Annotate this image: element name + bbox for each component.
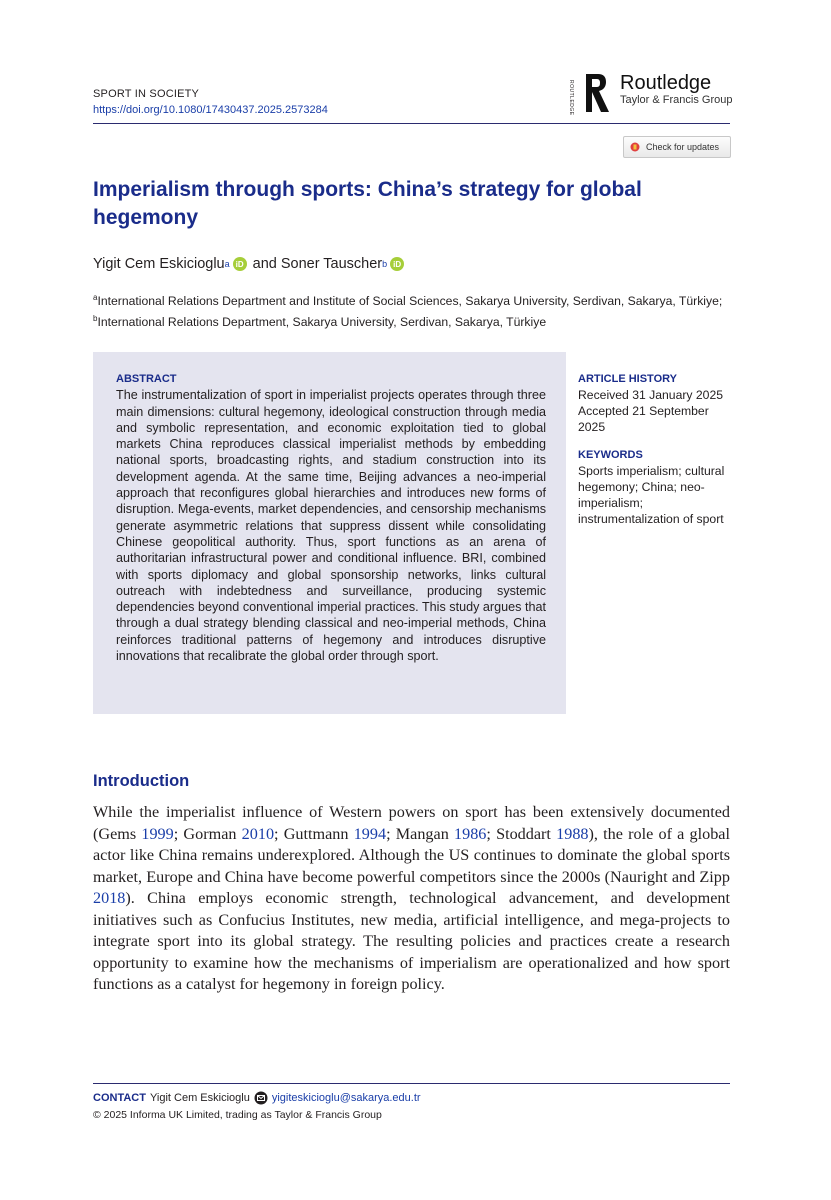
orcid-icon[interactable]: iD (233, 257, 247, 271)
citation-link[interactable]: 1999 (141, 824, 174, 843)
article-title: Imperialism through sports: China’s strategy for global hegemony (93, 178, 642, 229)
affil-sup: a (93, 293, 98, 302)
received-date: Received 31 January 2025 (578, 388, 723, 402)
article-history-heading: ARTICLE HISTORY (578, 373, 678, 385)
orcid-icon[interactable]: iD (390, 257, 404, 271)
author-affil-sup: a (224, 259, 230, 269)
affiliation-text: International Relations Department and Institute of Social Sciences, Sakarya University, Serdivan, Sakarya, Türkiye; (97, 294, 723, 309)
publisher-name: Routledge (620, 72, 712, 94)
keywords-heading: KEYWORDS (578, 449, 643, 461)
contact-line (93, 1091, 421, 1105)
footer-rule (93, 1083, 730, 1084)
keywords-text: Sports imperialism; cultural hegemony; China; neo-imperialism; instrumentalization of sport (578, 464, 725, 526)
affiliation-text: International Relations Department, Sakarya University, Serdivan, Sakarya, Türkiye (97, 315, 547, 330)
introduction-heading: Introduction (93, 772, 190, 790)
author-name: Yigit Cem Eskicioglu (93, 256, 225, 272)
check-for-updates-label: Check for updates (646, 142, 720, 152)
affiliations (93, 289, 733, 331)
email-icon[interactable] (254, 1091, 268, 1105)
text-segment: ; Mangan (386, 824, 454, 843)
citation-link[interactable]: 1988 (556, 824, 589, 843)
text-segment: ; Guttmann (274, 824, 354, 843)
text-segment: ), the role of a global actor like China remains underexplored. Although the US continues to dominate the global sports market, Europe and China have become powerful competitors since the 2000s (Nauright and Zipp (93, 824, 730, 886)
abstract-text: The instrumentalization of sport in imperialist projects operates through three main dimensions: cultural hegemony, ideological construction through media and symbolic representation, and economic exploitation tied to global markets China reproduces classical imperialist methods by embedding national sports, broadcasting rights, and stadium construction into its development agenda. At the same time, Beijing advances a neo-imperial approach that reconfigures global hierarchies and introduces new forms of disruption. Mega-events, market dependencies, and censorship mechanisms generate asymmetric relations that suppress dissent while consolidating Chinese geopolitical authority. Thus, sport functions as an arena of authoritarian infrastructural power and conditional influence. BRI, combined with sports diplomacy and global sponsorship networks, links cultural outreach with indebtedness and surveillance, producing systemic dependencies beyond conventional imperial practices. This study argues that through a dual strategy blending classical and neo-imperial methods, China reinforces traditional patterns of hegemony and introduces disruptive innovations that recalibrate the global order through sport. (116, 388, 546, 664)
citation-link[interactable]: 2010 (241, 824, 275, 843)
contact-name: Yigit Cem Eskicioglu (149, 1092, 250, 1104)
header-rule (93, 123, 730, 124)
author-name: Soner Tauscher (280, 256, 383, 272)
author-list (93, 256, 410, 272)
crossmark-icon (630, 142, 640, 152)
text-segment: ; Stoddart (486, 824, 557, 843)
keywords (578, 447, 733, 527)
publisher-logo (568, 72, 733, 116)
abstract-heading: ABSTRACT (116, 373, 177, 385)
affil-sup: b (93, 314, 98, 324)
author-affil-sup: b (382, 259, 388, 269)
contact-email[interactable]: yigiteskicioglu@sakarya.edu.tr (271, 1092, 421, 1104)
author-joiner: and (252, 256, 277, 272)
contact-label: CONTACT (93, 1092, 146, 1104)
publisher-subtitle: Taylor & Francis Group (620, 94, 733, 106)
logo-vertical-text: ROUTLEDGE (568, 80, 574, 116)
text-segment: While the imperialist influence of Western powers on sport has been extensively documented (Gems (93, 803, 730, 843)
routledge-logo-icon (568, 72, 614, 116)
doi-link[interactable]: https://doi.org/10.1080/17430437.2025.2573284 (93, 104, 328, 116)
citation-link[interactable]: 1994 (353, 824, 387, 843)
journal-name: SPORT IN SOCIETY (93, 88, 200, 100)
introduction-paragraph (93, 802, 730, 996)
text-segment: ; Gorman (173, 824, 242, 843)
article-history (578, 371, 738, 435)
citation-link[interactable]: 1986 (454, 824, 487, 843)
accepted-date: Accepted 21 September 2025 (578, 404, 709, 434)
citation-link[interactable]: 2018 (93, 889, 126, 907)
text-segment: ). China employs economic strength, technological advancement, and development initiatives such as Confucius Institutes, new media, artificial intelligence, and mega-projects to integrate sport into its global strategy. The resulting policies and practices create a research opportunity to examine how the mechanisms of imperialism are operationalized and how sport functions as a catalyst for hegemony in foreign policy. (93, 889, 730, 993)
copyright: © 2025 Informa UK Limited, trading as Taylor & Francis Group (93, 1109, 382, 1121)
check-for-updates-button[interactable] (623, 136, 731, 158)
abstract (116, 371, 546, 664)
